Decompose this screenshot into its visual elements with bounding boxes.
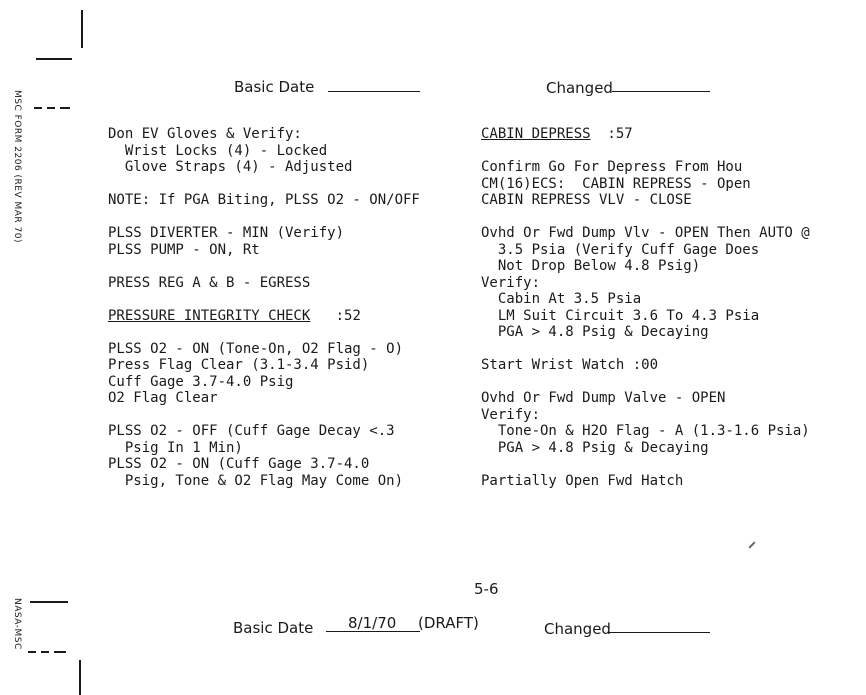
blank-line	[481, 341, 810, 358]
procedure-line: PLSS O2 - OFF (Cuff Gage Decay <.3	[108, 423, 395, 439]
procedure-line: Tone-On & H2O Flag - A (1.3-1.6 Psia)	[481, 423, 810, 439]
procedure-line: Start Wrist Watch :00	[481, 357, 659, 373]
procedure-line: Glove Straps (4) - Adjusted	[108, 159, 353, 175]
procedure-line: PGA > 4.8 Psig & Decaying	[481, 439, 709, 456]
blank-line	[108, 407, 420, 424]
footer-basic-date-label: Basic Date	[233, 619, 314, 637]
procedure-line: Psig In 1 Min)	[108, 439, 243, 456]
margin-dash-bottom-3	[54, 651, 66, 653]
procedure-line: Psig, Tone & O2 Flag May Come On)	[108, 472, 404, 489]
section-heading: CABIN DEPRESS	[481, 126, 591, 142]
blank-line	[481, 374, 810, 391]
procedure-line: Press Flag Clear (3.1-3.4 Psid)	[108, 357, 370, 373]
procedure-line: PRESS REG A & B - EGRESS	[108, 274, 311, 291]
procedure-line: CM(16)ECS: CABIN REPRESS - Open	[481, 175, 751, 192]
section-time: :52	[310, 307, 361, 324]
procedure-line: 3.5 Psia (Verify Cuff Gage Does	[481, 241, 760, 258]
procedure-line: Wrist Locks (4) - Locked	[108, 142, 328, 159]
footer-basic-date-blank	[326, 631, 420, 632]
footer-basic-date-value: 8/1/70	[348, 614, 397, 632]
blank-line	[481, 143, 810, 160]
margin-dash-top-3	[60, 107, 70, 109]
procedure-line: PGA > 4.8 Psig & Decaying	[481, 324, 709, 340]
header-changed-blank	[612, 91, 710, 92]
section-heading-row	[481, 126, 810, 143]
margin-tick-top	[81, 10, 83, 48]
procedure-line: Don EV Gloves & Verify:	[108, 126, 302, 142]
page-number: 5-6	[474, 580, 499, 598]
section-heading-row	[108, 308, 420, 325]
org-side-text: NASA-MSC	[12, 598, 22, 650]
procedure-line: LM Suit Circuit 3.6 To 4.3 Psia	[481, 307, 760, 324]
procedure-line: O2 Flag Clear	[108, 390, 218, 406]
header-basic-date-blank	[328, 91, 420, 92]
footer-changed-blank	[608, 632, 710, 633]
procedure-line: Ovhd Or Fwd Dump Vlv - OPEN Then AUTO @	[481, 225, 810, 241]
margin-dash-bottom-2	[41, 651, 49, 653]
procedure-line: NOTE: If PGA Biting, PLSS O2 - ON/OFF	[108, 192, 420, 208]
blank-line	[481, 456, 810, 473]
procedure-line: Verify:	[481, 406, 541, 423]
margin-dash-top	[34, 107, 42, 109]
blank-line	[108, 291, 420, 308]
blank-line	[108, 258, 420, 275]
margin-tick-bottom	[79, 660, 81, 695]
procedure-line: PLSS O2 - ON (Cuff Gage 3.7-4.0	[108, 456, 370, 472]
blank-line	[481, 209, 810, 226]
margin-rule-top	[36, 58, 72, 60]
left-procedure-column	[108, 126, 420, 489]
procedure-line: Not Drop Below 4.8 Psig)	[481, 258, 701, 274]
form-number-side-text: MSC FORM 2206 (REV MAR 70)	[12, 90, 22, 243]
procedure-line: Confirm Go For Depress From Hou	[481, 159, 743, 175]
procedure-line: Partially Open Fwd Hatch	[481, 472, 684, 489]
blank-line	[108, 209, 420, 226]
header-changed-label: Changed	[546, 79, 613, 97]
procedure-line: Ovhd Or Fwd Dump Valve - OPEN	[481, 390, 726, 406]
blank-line	[108, 176, 420, 193]
procedure-line: PLSS O2 - ON (Tone-On, O2 Flag - O)	[108, 340, 404, 357]
procedure-line: CABIN REPRESS VLV - CLOSE	[481, 192, 692, 208]
procedure-line: Cuff Gage 3.7-4.0 Psig	[108, 373, 294, 390]
section-time: :57	[590, 126, 633, 142]
blank-line	[108, 324, 420, 341]
margin-dash-top-2	[47, 107, 55, 109]
margin-rule-bottom	[30, 601, 68, 603]
footer-draft-label: (DRAFT)	[418, 614, 479, 632]
procedure-line: PLSS DIVERTER - MIN (Verify)	[108, 225, 345, 241]
section-heading: PRESSURE INTEGRITY CHECK	[108, 307, 311, 324]
margin-dash-bottom	[28, 651, 36, 653]
procedure-line: PLSS PUMP - ON, Rt	[108, 241, 260, 258]
footer-changed-label: Changed	[544, 620, 611, 638]
header-basic-date-label: Basic Date	[234, 78, 315, 96]
right-procedure-column	[481, 126, 810, 489]
stray-pencil-mark	[748, 541, 755, 548]
procedure-line: Cabin At 3.5 Psia	[481, 291, 642, 307]
procedure-line: Verify:	[481, 274, 541, 291]
